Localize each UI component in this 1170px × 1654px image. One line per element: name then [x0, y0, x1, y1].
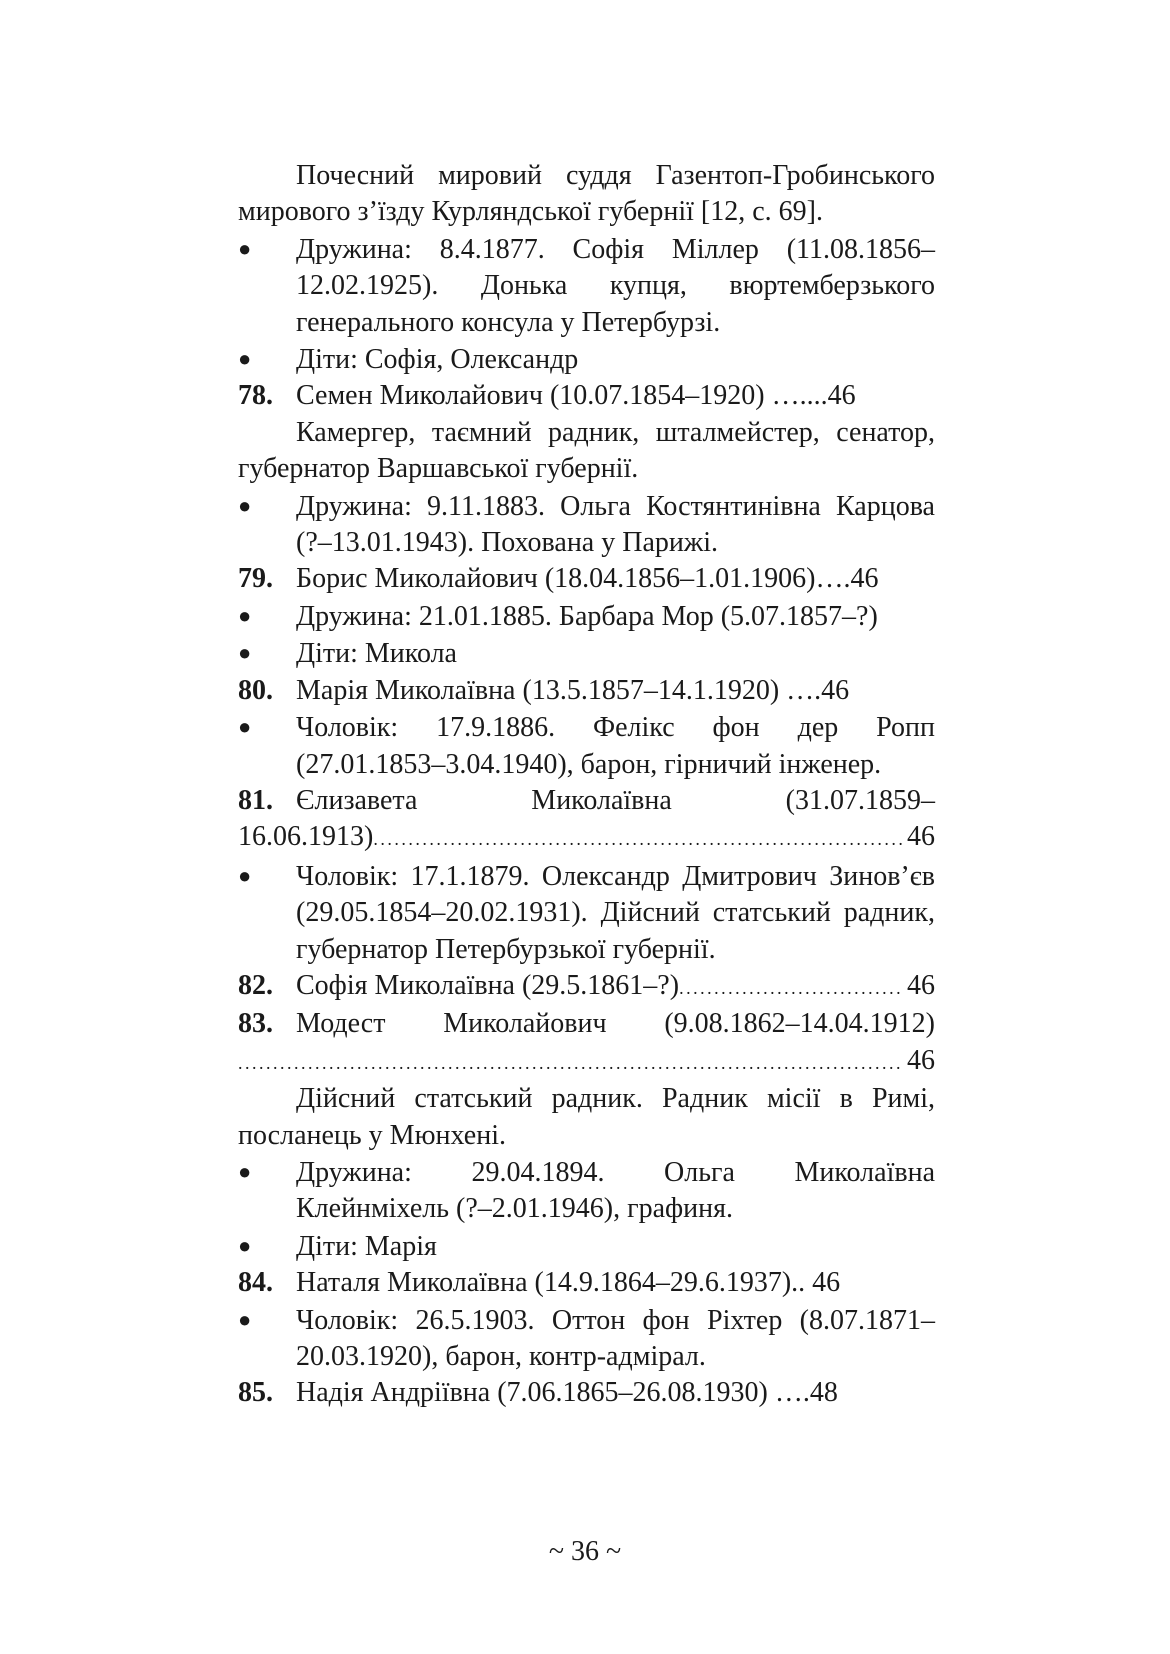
entry-85	[238, 1375, 935, 1411]
entry-text: Софія Миколаївна (29.5.1861–?)	[296, 969, 680, 1001]
bullet-text: Дружина: 29.04.1894. Ольга Миколаївна Клейнміхель (?–2.01.1946), графиня.	[296, 1156, 935, 1225]
bullet-icon: ●	[238, 492, 252, 518]
bullet-text: Діти: Микола	[296, 638, 457, 670]
bullet-item	[238, 709, 935, 783]
bullet-text: Дружина: 9.11.1883. Ольга Костянтинівна Карцова (?–13.01.1943). Похована у Парижі.	[296, 490, 935, 559]
bullet-text: Чоловік: 26.5.1903. Оттон фон Ріхтер (8.07.1871–20.03.1920), барон, контр-адмірал.	[296, 1304, 935, 1372]
bullet-item	[238, 1154, 935, 1228]
entry-leader-line	[238, 1043, 935, 1081]
entry-leader-line	[238, 819, 935, 857]
bullet-icon: ●	[238, 714, 252, 740]
bullet-item	[238, 231, 935, 341]
entry-text: Наталя Миколаївна (14.9.1864–29.6.1937).. 46	[296, 1267, 841, 1299]
entry-number: 81.	[238, 784, 273, 816]
bullet-text: Дружина: 21.01.1885. Барбара Мор (5.07.1857–?)	[296, 600, 878, 632]
entry-text-continued: 16.06.1913)	[238, 821, 374, 853]
entry-text: Семен Миколайович (10.07.1854–1920) …....46	[296, 380, 856, 412]
bullet-text: Діти: Марія	[296, 1230, 437, 1262]
bullet-icon: ●	[238, 235, 252, 261]
entry-page: 46	[907, 1044, 935, 1076]
bullet-icon: ●	[238, 346, 252, 372]
bullet-icon: ●	[238, 602, 252, 628]
entry-number: 85.	[238, 1377, 273, 1409]
entry-number: 79.	[238, 563, 273, 595]
dot-leader	[373, 819, 903, 857]
entry-82	[238, 968, 935, 1006]
entry-text: Борис Миколайович (18.04.1856–1.01.1906)….46	[296, 563, 879, 595]
entry-number: 80.	[238, 674, 273, 706]
paragraph: Камергер, таємний радник, шталмейстер, сенатор, губернатор Варшавської губернії.	[238, 416, 935, 485]
bullet-text: Чоловік: 17.9.1886. Фелікс фон дер Ропп (27.01.1853–3.04.1940), барон, гірничий інженер.	[296, 712, 935, 780]
bullet-icon: ●	[238, 1306, 252, 1332]
bullet-text: Діти: Софія, Олександр	[296, 344, 579, 376]
bullet-icon: ●	[238, 862, 252, 888]
entry-text: Марія Миколаївна (13.5.1857–14.1.1920) ….46	[296, 674, 850, 706]
bullet-item	[238, 858, 935, 968]
bullet-item	[238, 1228, 935, 1265]
bullet-icon: ●	[238, 1158, 252, 1184]
bullet-item	[238, 635, 935, 672]
entry-81	[238, 783, 935, 858]
entry-page: 46	[907, 821, 935, 853]
entry-number: 78.	[238, 380, 273, 412]
entry-text: Надія Андріївна (7.06.1865–26.08.1930) ….48	[296, 1377, 838, 1409]
paragraph: Дійсний статський радник. Радник місії в Римі, посланець у Мюнхені.	[238, 1083, 935, 1151]
paragraph: Почесний мировий суддя Газентоп-Гробинського мирового з’їзду Курляндської губернії [12, с. 69].	[238, 160, 935, 228]
entry-number: 82.	[238, 969, 273, 1001]
page-number: ~ 36 ~	[548, 1536, 622, 1567]
entry-79	[238, 561, 935, 597]
bullet-item	[238, 598, 935, 635]
entry-text: Модест Миколайович (9.08.1862–14.04.1912)	[296, 1008, 935, 1040]
dot-leader	[679, 968, 903, 1006]
entry-page: 46	[907, 969, 935, 1001]
bullet-text: Чоловік: 17.1.1879. Олександр Дмитрович Зинов’єв (29.05.1854–20.02.1931). Дійсний статський радник, губернатор Петербурзької губернії.	[296, 860, 935, 965]
bullet-item	[238, 341, 935, 378]
entry-84	[238, 1265, 935, 1301]
bullet-icon: ●	[238, 1232, 252, 1258]
bullet-item	[238, 1302, 935, 1376]
entry-83	[238, 1006, 935, 1081]
bullet-item	[238, 488, 935, 562]
bullet-text: Дружина: 8.4.1877. Софія Міллер (11.08.1856–12.02.1925). Донька купця, вюртемберзького генерального консула у Петербурзі.	[296, 233, 935, 338]
dot-leader	[238, 1043, 903, 1081]
bullet-icon: ●	[238, 640, 252, 666]
entry-80	[238, 673, 935, 709]
entry-number: 84.	[238, 1267, 273, 1299]
entry-number: 83.	[238, 1008, 273, 1040]
entry-78	[238, 378, 935, 414]
page-content	[238, 158, 935, 1412]
entry-text: Єлизавета Миколаївна (31.07.1859–	[296, 784, 935, 816]
